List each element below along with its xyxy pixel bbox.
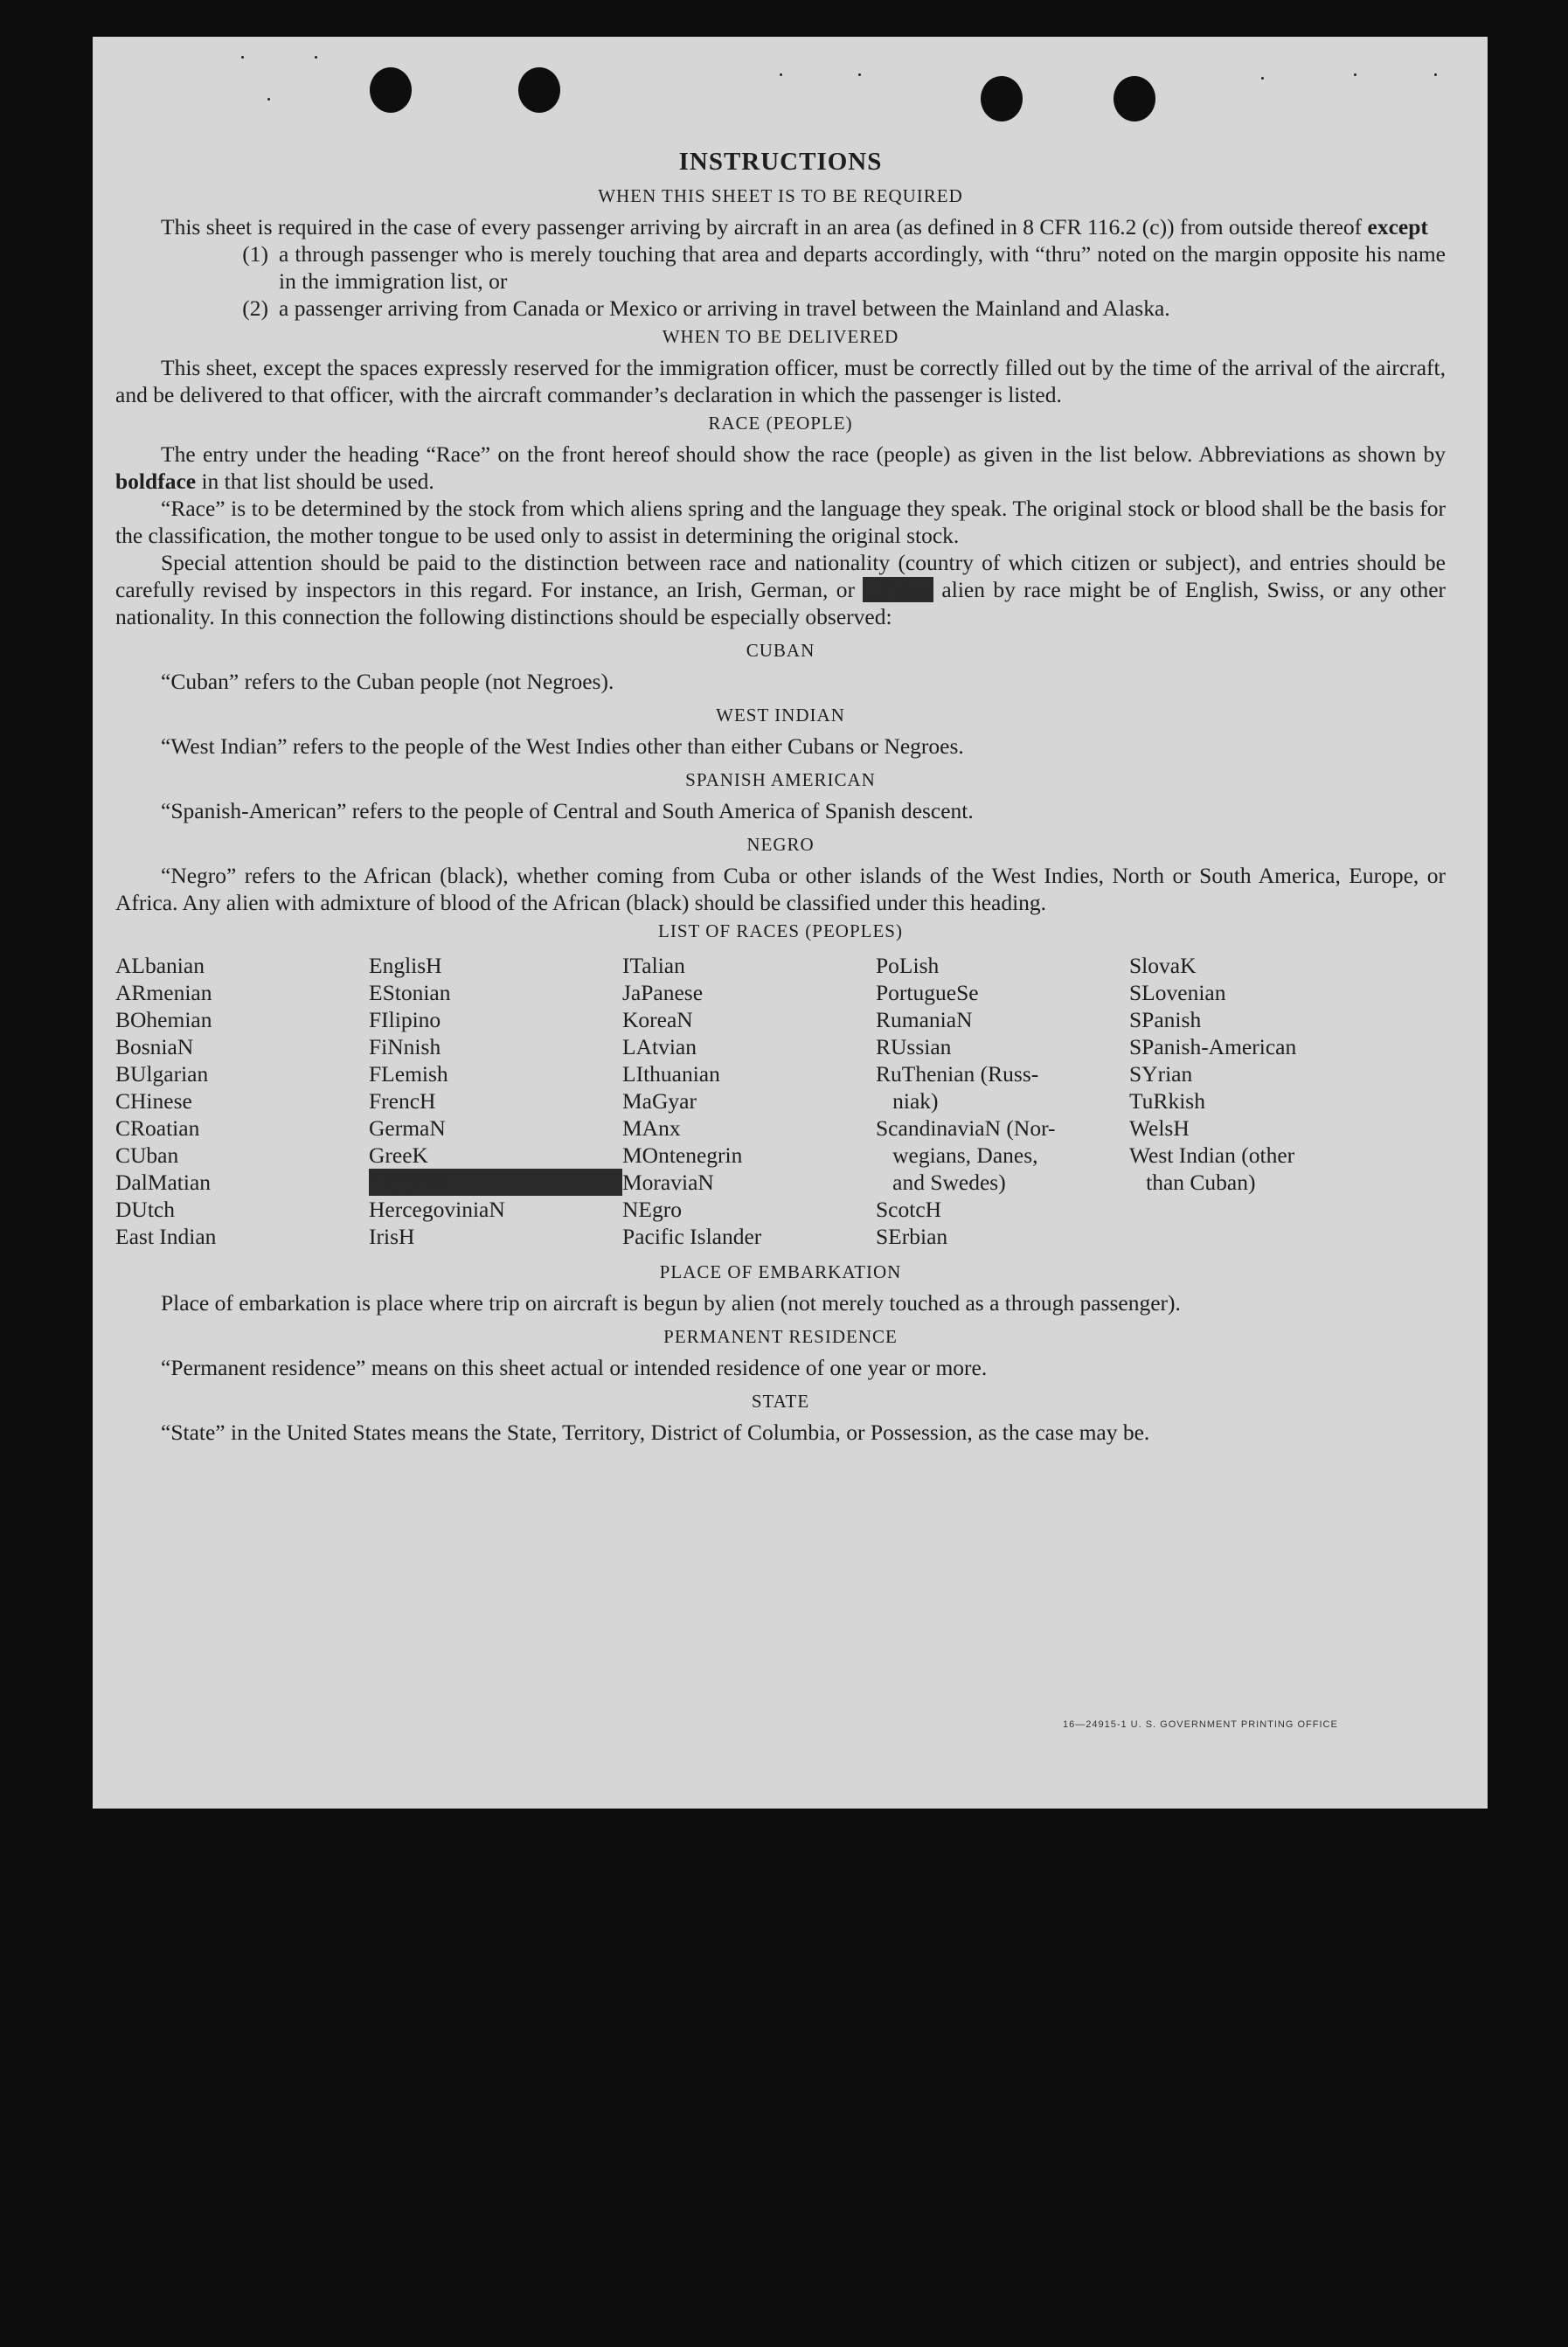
punch-hole: [518, 67, 560, 113]
printer-code: 16—24915-1 U. S. GOVERNMENT PRINTING OFFICE: [1063, 1719, 1338, 1730]
races-list: [115, 952, 1446, 1250]
section-heading: SPANISH AMERICAN: [685, 769, 876, 790]
race-entry: West Indian (other: [1129, 1142, 1295, 1168]
race-entry: BosniaN: [115, 1034, 194, 1059]
race-entry: than Cuban): [1129, 1170, 1256, 1195]
race-entry: RUssian: [876, 1034, 952, 1059]
race-entry: SYrian: [1129, 1061, 1193, 1087]
race-entry: RumaniaN: [876, 1007, 973, 1032]
page-title: INSTRUCTIONS: [678, 148, 883, 176]
race-entry: CRoatian: [115, 1115, 200, 1141]
race-entry: PortugueSe: [876, 980, 979, 1005]
races-column: [369, 952, 622, 1250]
section-heading: NEGRO: [746, 834, 815, 855]
race-entry: Pacific Islander: [622, 1224, 762, 1249]
races-column: [622, 952, 876, 1250]
race-entry: EnglisH: [369, 953, 442, 978]
race-entry: GreeK: [369, 1142, 428, 1168]
punch-hole: [370, 67, 412, 113]
race-entry: SPanish: [1129, 1007, 1202, 1032]
instructions-content: [115, 149, 1446, 1446]
race-entry: ALbanian: [115, 953, 205, 978]
race-entry: LIthuanian: [622, 1061, 720, 1087]
paragraph: “Permanent residence” means on this sheet actual or intended residence of one year or more.: [161, 1355, 988, 1380]
race-entry: SErbian: [876, 1224, 948, 1249]
race-entry: BOhemian: [115, 1007, 212, 1032]
paragraph: “Race” is to be determined by the stock from which aliens spring and the language they speak. The original stock or blood shall be the basis for the classification, the mother tongue to be used only to assist in determining the original stock.: [115, 496, 1446, 548]
races-column: [1129, 952, 1383, 1250]
list-item: (2) a passenger arriving from Canada or Mexico or arriving in travel between the Mainland and Alaska.: [242, 295, 1170, 321]
race-entry: WelsH: [1129, 1115, 1190, 1141]
race-entry: HercegoviniaN: [369, 1197, 505, 1222]
race-entry: FiNnish: [369, 1034, 441, 1059]
race-entry: HebreW: [369, 1169, 622, 1196]
section-heading: LIST OF RACES (PEOPLES): [658, 920, 903, 941]
race-entry: SLovenian: [1129, 980, 1226, 1005]
race-entry: IrisH: [369, 1224, 415, 1249]
section-heading: RACE (PEOPLE): [708, 413, 853, 434]
race-entry: GermaN: [369, 1115, 446, 1141]
race-entry: BUlgarian: [115, 1061, 209, 1087]
race-entry: NEgro: [622, 1197, 682, 1222]
paragraph: “State” in the United States means the State, Territory, District of Columbia, or Possession, as the case may be.: [161, 1420, 1150, 1445]
section-heading: WHEN THIS SHEET IS TO BE REQUIRED: [598, 185, 963, 206]
race-entry: SlovaK: [1129, 953, 1197, 978]
paragraph: “Spanish-American” refers to the people of Central and South America of Spanish descent.: [161, 798, 974, 823]
race-entry: East Indian: [115, 1224, 217, 1249]
race-entry: FrencH: [369, 1088, 436, 1114]
race-entry: LAtvian: [622, 1034, 697, 1059]
race-entry: ScotcH: [876, 1197, 942, 1222]
section-heading: STATE: [751, 1391, 810, 1412]
race-entry: PoLish: [876, 953, 940, 978]
race-entry: EStonian: [369, 980, 451, 1005]
race-entry: MaGyar: [622, 1088, 697, 1114]
race-entry: RuThenian (Russ-: [876, 1061, 1039, 1087]
race-entry: KoreaN: [622, 1007, 693, 1032]
race-entry: MoraviaN: [622, 1170, 714, 1195]
race-entry: ScandinaviaN (Nor-: [876, 1115, 1056, 1141]
section-heading: CUBAN: [746, 640, 815, 661]
paragraph: Place of embarkation is place where trip on aircraft is begun by alien (not merely touched as a through passenger).: [161, 1290, 1181, 1316]
paragraph: This sheet is required in the case of every passenger arriving by aircraft in an area (as defined in 8 CFR 116.2 (c)) from outside thereof except: [161, 214, 1428, 240]
races-column: [876, 952, 1129, 1250]
section-heading: PERMANENT RESIDENCE: [663, 1326, 898, 1347]
punch-hole: [981, 76, 1023, 122]
races-column: [115, 952, 369, 1250]
section-heading: WEST INDIAN: [716, 705, 845, 726]
section-heading: PLACE OF EMBARKATION: [659, 1261, 902, 1282]
race-entry: wegians, Danes,: [876, 1142, 1038, 1168]
race-entry: MOntenegrin: [622, 1142, 743, 1168]
paragraph: This sheet, except the spaces expressly reserved for the immigration officer, must be correctly filled out by the time of the arrival of the aircraft, and be delivered to that officer, with the aircraft commander’s declaration in which the passenger is listed.: [115, 355, 1446, 407]
paragraph: The entry under the heading “Race” on the front hereof should show the race (people) as given in the list below. Abbreviations as shown by boldface in that list should be used.: [115, 441, 1446, 494]
race-entry: SPanish-American: [1129, 1034, 1297, 1059]
paragraph: “Negro” refers to the African (black), whether coming from Cuba or other islands of the West Indies, North or South America, Europe, or Africa. Any alien with admixture of blood of the African (black) should be classified under this heading.: [115, 863, 1446, 915]
race-entry: and Swedes): [876, 1170, 1006, 1195]
race-entry: niak): [876, 1088, 939, 1114]
race-entry: ARmenian: [115, 980, 212, 1005]
struck-word: Hebrew: [863, 577, 934, 602]
race-entry: CHinese: [115, 1088, 192, 1114]
race-entry: JaPanese: [622, 980, 704, 1005]
race-entry: ITalian: [622, 953, 685, 978]
punch-hole: [1114, 76, 1155, 122]
document-sheet: [93, 37, 1488, 1809]
race-entry: TuRkish: [1129, 1088, 1205, 1114]
section-heading: WHEN TO BE DELIVERED: [662, 326, 899, 347]
paragraph: “West Indian” refers to the people of the West Indies other than either Cubans or Negroes.: [161, 733, 964, 759]
race-entry: FLemish: [369, 1061, 448, 1087]
paragraph: “Cuban” refers to the Cuban people (not Negroes).: [161, 669, 614, 694]
race-entry: CUban: [115, 1142, 179, 1168]
paragraph: Special attention should be paid to the distinction between race and nationality (country of which citizen or subject), and entries should be carefully revised by inspectors in this regard. For instance, an Irish, German, or Hebrew alien by race might be of English, Swiss, or any other nationality. In this connection the following distinctions should be especially observed:: [115, 550, 1447, 629]
list-item: (1) a through passenger who is merely touching that area and departs accordingly, with “thru” noted on the margin opposite his name in the immigration list, or: [242, 241, 1446, 294]
race-entry: DUtch: [115, 1197, 175, 1222]
race-entry: DalMatian: [115, 1170, 212, 1195]
race-entry: MAnx: [622, 1115, 681, 1141]
race-entry: FIlipino: [369, 1007, 441, 1032]
